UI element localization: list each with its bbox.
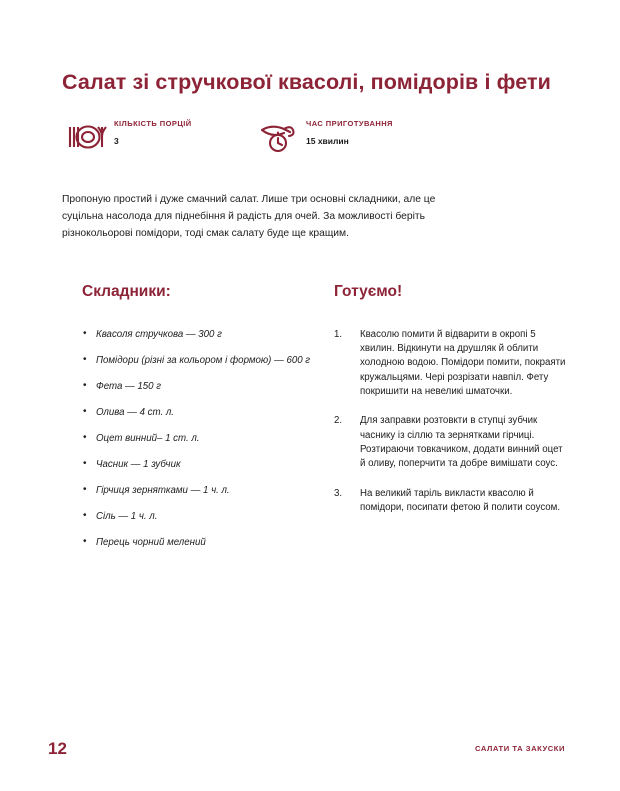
time-label: ЧАС ПРИГОТУВАННЯ bbox=[306, 119, 393, 128]
list-item: • Гірчиця зернятками — 1 ч. л. bbox=[82, 484, 317, 497]
list-item: • Часник — 1 зубчик bbox=[82, 458, 317, 471]
recipe-intro: Пропоную простий і дуже смачний салат. Лише три основні складники, але це суцільна насолода для піднебіння й радість для очей. За можливості беріть різнокольорові помідори, тоді смак салату буде ще кращим. bbox=[62, 194, 436, 239]
list-item: • Квасоля стручкова — 300 г bbox=[82, 328, 317, 341]
time-value: 15 хвилин bbox=[306, 136, 349, 146]
time-meta bbox=[254, 116, 393, 158]
servings-label: КІЛЬКІСТЬ ПОРЦІЙ bbox=[114, 119, 192, 128]
list-item: • Фета — 150 г bbox=[82, 380, 317, 393]
page-title: Салат зі стручкової квасолі, помідорів і фети bbox=[62, 70, 551, 95]
list-item: • Помідори (різні за кольором і формою) — 600 г bbox=[82, 354, 317, 367]
servings-meta bbox=[62, 116, 254, 158]
servings-text bbox=[114, 116, 192, 146]
plate-cutlery-icon bbox=[62, 116, 114, 158]
list-item: Квасолю помити й відварити в окропі 5 хвилин. Відкинути на друшляк й облити холодною водою. Помідори помити, покраяти кружальцями. Чері розрізати навпіл. Фету покришити на невеликі шматочки. bbox=[360, 328, 566, 398]
stopwatch-pan-icon bbox=[254, 116, 306, 158]
steps-heading: Готуємо! bbox=[334, 283, 403, 300]
ingredients-list bbox=[82, 328, 317, 550]
ingredients-column bbox=[82, 283, 317, 562]
time-text bbox=[306, 116, 393, 146]
page-number: 12 bbox=[48, 739, 67, 758]
list-item: • Оцет винний– 1 ст. л. bbox=[82, 432, 317, 445]
recipe-meta-row bbox=[62, 116, 562, 158]
list-item: • Олива — 4 ст. л. bbox=[82, 406, 317, 419]
list-item: Для заправки розтовкти в ступці зубчик часнику із сіллю та зернятками гірчиці. Розтираючи товкачиком, додати винний оцет й оливу, поперчити та добре вимішати соус. bbox=[360, 415, 563, 470]
list-item: На великий таріль викласти квасолю й помідори, посипати фетою й полити соусом. bbox=[360, 487, 561, 514]
ingredients-heading: Складники: bbox=[82, 283, 171, 300]
steps-list bbox=[334, 328, 566, 516]
list-item: • Перець чорний мелений bbox=[82, 536, 317, 549]
list-item: • Сіль — 1 ч. л. bbox=[82, 510, 317, 523]
servings-value: 3 bbox=[114, 136, 119, 146]
footer-section-label: САЛАТИ ТА ЗАКУСКИ bbox=[475, 744, 565, 754]
steps-column bbox=[334, 283, 566, 531]
